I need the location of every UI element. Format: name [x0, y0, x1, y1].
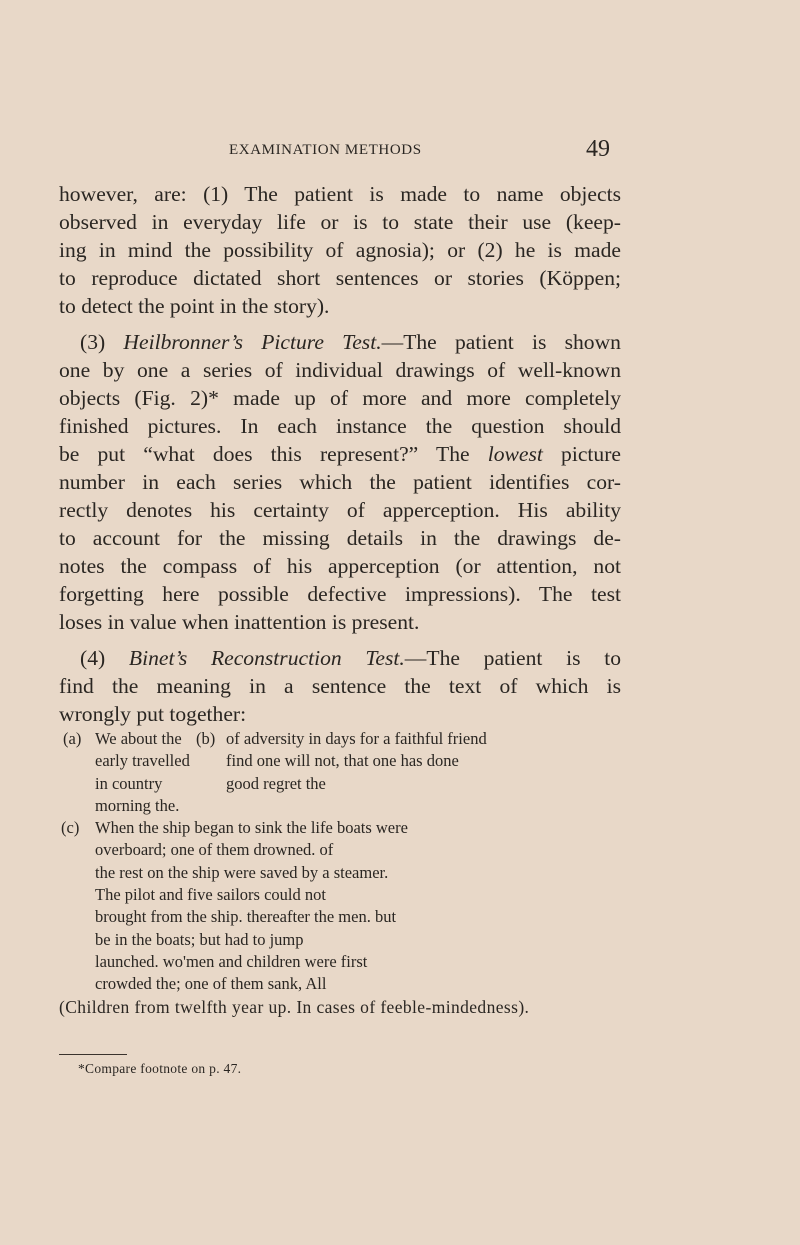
example-row: [63, 929, 623, 951]
text-run: be put “what does this represent?” The: [59, 442, 488, 466]
footnote-divider: [59, 1054, 127, 1055]
emphasis: lowest: [487, 442, 543, 466]
text-line: however, are: (1) The patient is made to name objects: [59, 182, 621, 206]
example-c-line: The pilot and five sailors could not: [95, 885, 326, 905]
example-c-line: launched. wo'men and children were first: [95, 951, 368, 971]
example-b-line: of adversity in days for a faithful friend: [226, 729, 487, 748]
paragraph-1: [59, 180, 621, 320]
text-line: ing in mind the possibility of agnosia); or (2) he is made: [59, 238, 621, 262]
example-row: [63, 951, 623, 973]
example-c-line: overboard; one of them drowned. of: [95, 840, 334, 860]
example-c-line: crowded the; one of them sank, All: [95, 974, 327, 994]
example-a-line: morning the.: [95, 795, 180, 815]
example-a-line: early travelled: [95, 751, 190, 771]
text-line: number in each series which the patient identifies cor-: [59, 470, 621, 494]
text-line: loses in value when inattention is present.: [59, 610, 420, 634]
example-c-line: be in the boats; but had to jump: [95, 929, 304, 949]
example-a-line: We about the: [95, 729, 182, 748]
example-row: [63, 906, 623, 928]
text-line: [59, 644, 621, 672]
paragraph-heilbronner: [59, 328, 621, 636]
example-c-line: the rest on the ship were saved by a steamer.: [95, 862, 389, 882]
text-line: to detect the point in the story).: [59, 294, 330, 318]
example-c-line: When the ship began to sink the life boats were: [95, 818, 408, 838]
example-row: [63, 728, 623, 750]
example-row: [63, 884, 623, 906]
example-row: [63, 795, 623, 817]
body-text: [59, 180, 621, 728]
text-run: —The patient is shown: [381, 330, 621, 354]
example-b-label: (b): [196, 729, 216, 748]
example-row: [63, 973, 623, 995]
example-row: [63, 862, 623, 884]
example-row: [63, 839, 623, 861]
text-run: picture: [542, 442, 621, 466]
example-c-line: brought from the ship. thereafter the men. but: [95, 907, 397, 927]
example-row: [63, 750, 623, 772]
text-line: finished pictures. In each instance the question should: [59, 414, 621, 438]
text-line: objects (Fig. 2)* made up of more and more completely: [59, 386, 621, 410]
text-line: [59, 440, 621, 468]
example-b-line: good regret the: [226, 773, 326, 793]
text-line: to reproduce dictated short sentences or stories (Köppen;: [59, 266, 621, 290]
text-line: [59, 328, 621, 356]
example-row: [59, 996, 623, 1018]
running-head: [0, 136, 800, 166]
text-line: forgetting here possible defective impressions). The test: [59, 582, 621, 606]
text-line: find the meaning in a sentence the text of which is: [59, 674, 621, 698]
example-c-label: (c): [61, 818, 80, 838]
text-line: observed in everyday life or is to state their use (keep-: [59, 210, 621, 234]
text-run: —The patient is to: [404, 646, 622, 670]
footnote: *Compare footnote on p. 47.: [78, 1061, 242, 1076]
example-a-label: (a): [63, 729, 82, 748]
age-note: (Children from twelfth year up. In cases of feeble-mindedness).: [59, 996, 530, 1017]
example-b-line: find one will not, that one has done: [226, 751, 459, 771]
text-line: notes the compass of his apperception (or attention, not: [59, 554, 621, 578]
item-number: (3): [80, 330, 124, 354]
item-number: (4): [80, 646, 129, 670]
example-a-line: in country: [95, 773, 163, 793]
running-title: EXAMINATION METHODS: [229, 142, 422, 158]
section-title: Heilbronner’s Picture Test.: [123, 330, 382, 354]
example-row: [63, 773, 623, 795]
text-line: wrongly put together:: [59, 702, 247, 726]
page-number: 49: [586, 136, 610, 162]
text-line: to account for the missing details in the drawings de-: [59, 526, 621, 550]
reconstruction-examples: [59, 728, 623, 1018]
paragraph-binet: [59, 644, 621, 728]
section-title: Binet’s Reconstruction Test.: [128, 646, 405, 670]
text-line: rectly denotes his certainty of apperception. His ability: [59, 498, 621, 522]
text-line: one by one a series of individual drawings of well-known: [59, 358, 621, 382]
example-row: [63, 817, 623, 839]
